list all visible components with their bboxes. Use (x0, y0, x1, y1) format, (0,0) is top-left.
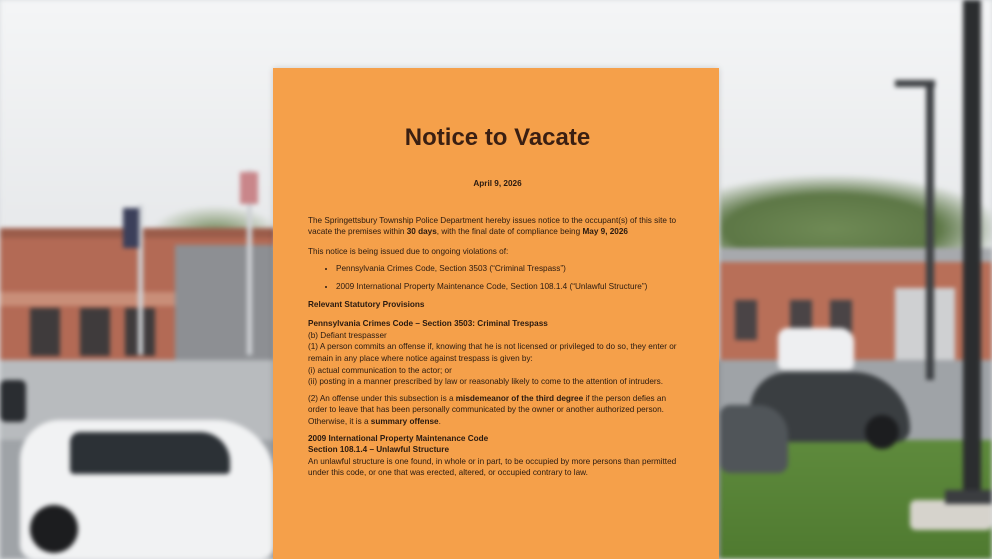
curb (910, 500, 992, 530)
building-entrance (175, 245, 275, 363)
car-wheel (30, 505, 78, 553)
dark-car (0, 380, 26, 422)
building-window (735, 300, 757, 340)
crimes-code-item-i: (i) actual communication to the actor; or (308, 365, 452, 375)
provisions-heading: Relevant Statutory Provisions (308, 299, 425, 309)
intro-paragraph: The Springettsbury Township Police Department hereby issues notice to the occupant(s) of this site to vacate the premises within 30 days, with the final date of compliance being May 9, 2026 (308, 215, 677, 237)
crimes-code-heading: Pennsylvania Crimes Code – Section 3503: Criminal Trespass (308, 319, 548, 329)
black-pole (963, 0, 981, 500)
crimes-code-item-ii: (ii) posting in a manner prescribed by law or reasonably likely to come to the attention of intruders. (308, 377, 663, 387)
notice-to-vacate-sign (273, 68, 719, 559)
building-roofline (720, 248, 992, 262)
compliance-days: 30 days (406, 227, 437, 237)
list-item: • Pennsylvania Crimes Code, Section 3503 (“Criminal Trespass”) (336, 263, 687, 275)
flag (123, 208, 139, 248)
ipmc-text: An unlawful structure is one found, in whole or in part, to be occupied by more persons than permitted under this code, or one that was erected, altered, or occupied contrary to law. (308, 456, 677, 478)
pole-base (945, 490, 992, 504)
building-entrance (895, 288, 955, 363)
building-window (80, 308, 110, 356)
white-car (778, 328, 854, 370)
compliance-date: May 9, 2026 (582, 227, 628, 237)
ipmc-heading: 2009 International Property Maintenance Code (308, 433, 489, 443)
crimes-code-item-2: (2) An offense under this subsection is a misdemeanor of the third degree if the person defies an order to leave that has been personally communicated by the owner or another authorized person. Otherwise, it is a summary offense. (308, 393, 667, 426)
flag (240, 172, 258, 204)
notice-title: Notice to Vacate (404, 124, 591, 151)
light-pole-arm (895, 80, 935, 87)
crimes-code-subheading: (b) Defiant trespasser (308, 330, 387, 340)
building-window (30, 308, 60, 356)
violations-intro: This notice is being issued due to ongoing violations of: (308, 246, 509, 256)
ipmc-subheading: Section 108.1.4 – Unlawful Structure (308, 445, 450, 455)
crimes-code-item-1: (1) A person commits an offense if, knowing that he is not licensed or privileged to do so, they enter or remain in any place where notice against trespass is given by: (308, 342, 677, 363)
notice-date: April 9, 2026 (473, 179, 522, 188)
list-item: • 2009 International Property Maintenance Code, Section 108.1.4 (“Unlawful Structure”) (336, 281, 687, 293)
dark-car (720, 405, 788, 473)
violations-list (308, 263, 687, 292)
car-wheel (865, 415, 899, 449)
car-window (70, 432, 230, 474)
light-pole (926, 80, 934, 380)
